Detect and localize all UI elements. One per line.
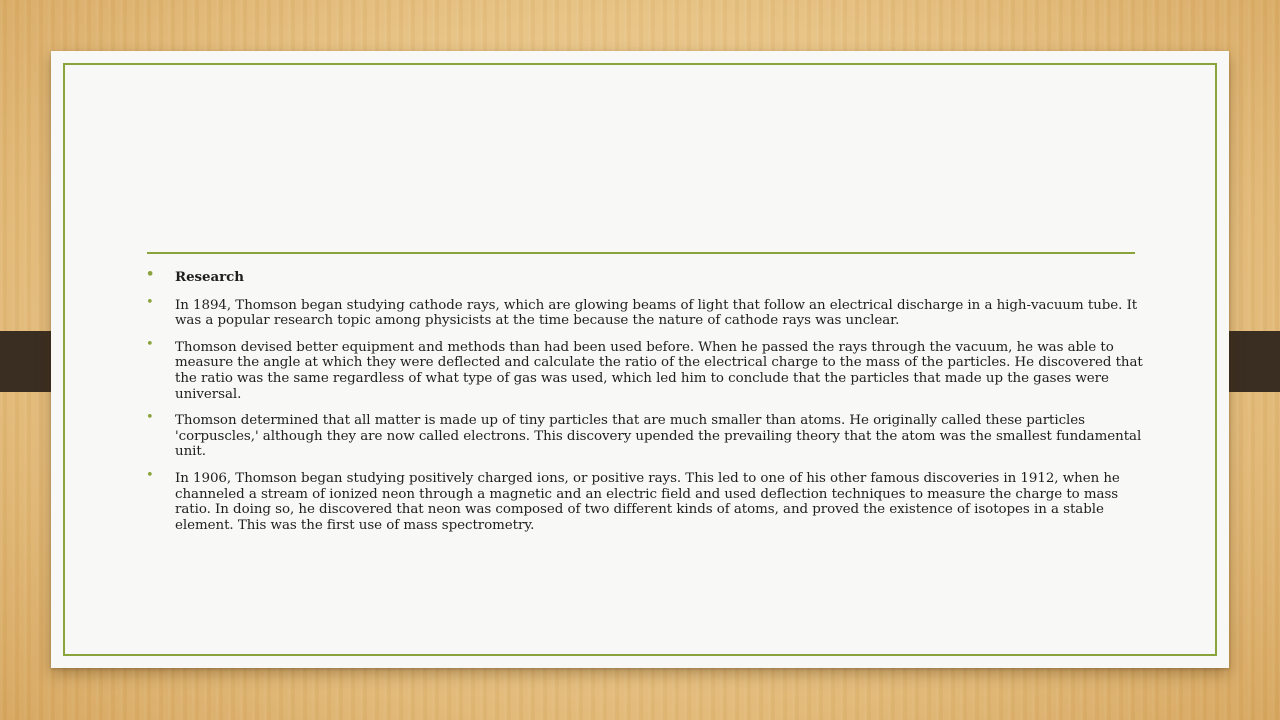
bullet-item-cathode-rays xyxy=(146,294,1156,329)
bullet-icon: • xyxy=(146,467,154,483)
bullet-item-research xyxy=(146,267,1156,286)
bullet-icon: • xyxy=(146,336,154,352)
bullet-text: In 1906, Thomson began studying positively charged ions, or positive rays. This led to one of his other famous discoveries in 1912, when he channeled a stream of ionized neon through a magnetic and an electric field and used deflection techniques to measure the charge to mass ratio. In doing so, he discovered that neon was composed of two different kinds of atoms, and proved the existence of isotopes in a stable element. This was the first use of mass spectrometry. xyxy=(175,470,1120,533)
bullet-icon: • xyxy=(146,410,154,426)
bullet-text: Thomson devised better equipment and methods than had been used before. When he passed the rays through the vacuum, he was able to measure the angle at which they were deflected and calculate the ratio of the electrical charge to the mass of the particles. He discovered that the ratio was the same regardless of what type of gas was used, which led him to conclude that the particles that made up the gases were universal. xyxy=(175,339,1143,402)
bullet-icon: • xyxy=(146,267,155,282)
bullet-text: Thomson determined that all matter is made up of tiny particles that are much smaller than atoms. He originally called these particles 'corpuscles,' although they are now called electrons. This discovery upended the prevailing theory that the atom was the smallest fundamental unit. xyxy=(175,413,1142,460)
bullet-list xyxy=(146,267,1156,544)
bullet-item-positive-rays xyxy=(146,467,1156,533)
bullet-text: Research xyxy=(175,269,244,285)
bullet-item-equipment xyxy=(146,336,1156,402)
slide-card xyxy=(51,51,1229,668)
bullet-icon: • xyxy=(146,294,154,310)
title-divider-line xyxy=(147,252,1135,254)
bullet-text: In 1894, Thomson began studying cathode rays, which are glowing beams of light that follow an electrical discharge in a high-vacuum tube. It was a popular research topic among physicists at the time because the nature of cathode rays was unclear. xyxy=(175,297,1138,329)
bullet-item-corpuscles xyxy=(146,410,1156,460)
